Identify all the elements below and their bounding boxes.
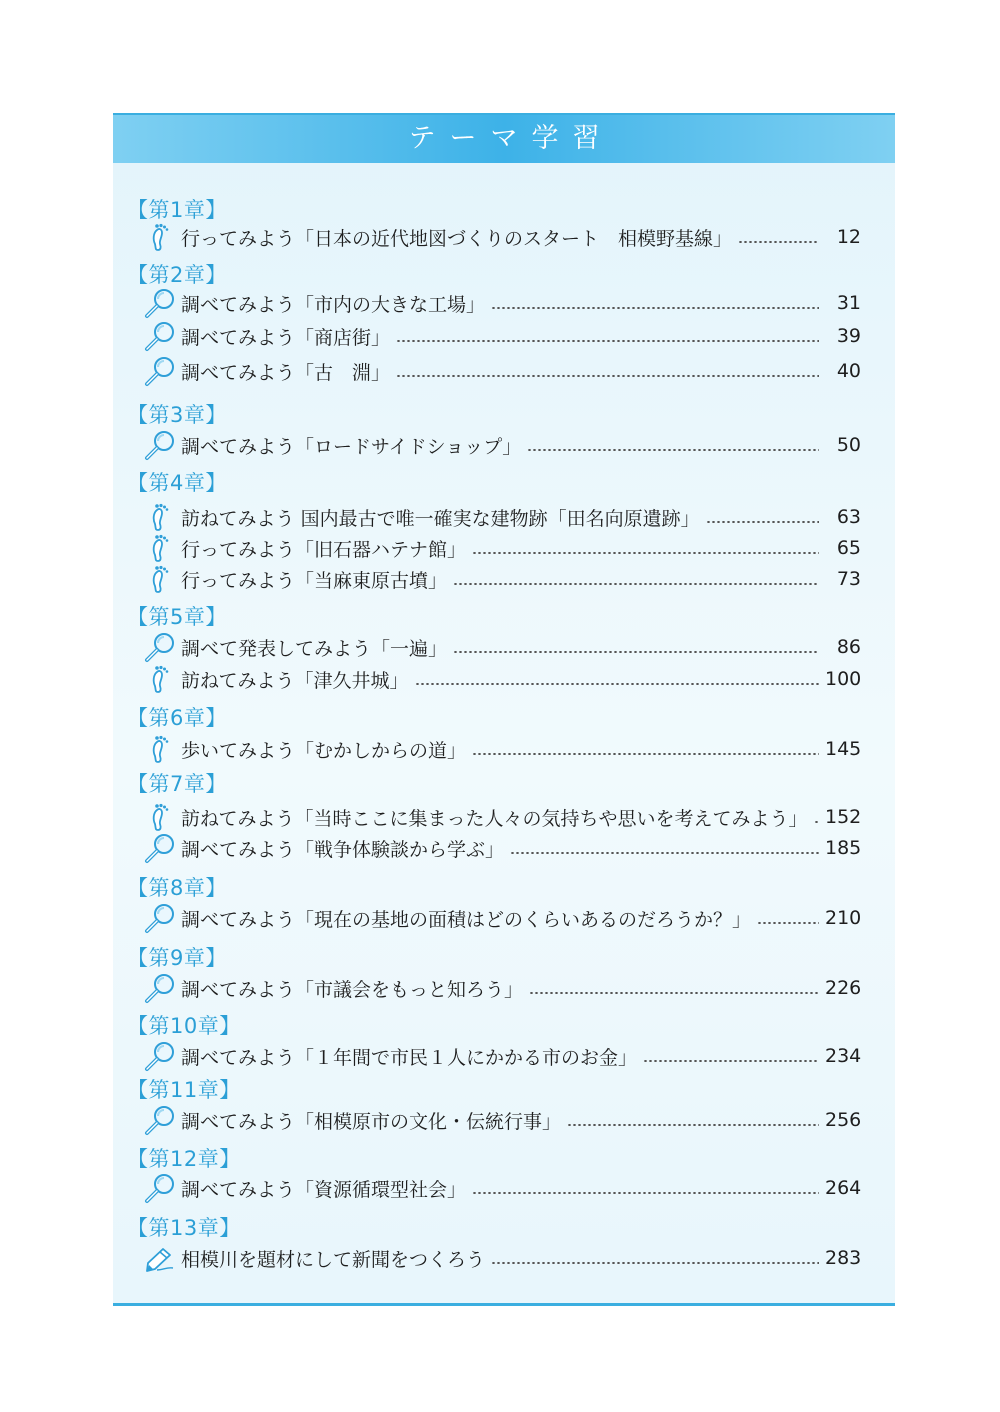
dot-leader: [706, 521, 819, 523]
magnifier-icon: [141, 1172, 179, 1204]
toc-entry-title: 調べてみよう「１年間で市民１人にかかる市のお金」: [181, 1046, 638, 1069]
dot-leader: [738, 241, 819, 243]
toc-entry-title: 調べてみよう「市議会をもっと知ろう」: [181, 978, 524, 1001]
toc-entry-title: 訪ねてみよう「当時ここに集まった人々の気持ちや思いを考えてみよう」: [181, 807, 808, 830]
toc-entry[interactable]: [141, 221, 861, 253]
toc-entry-title: 行ってみよう「日本の近代地図づくりのスタート 相模野基線」: [181, 227, 733, 250]
chapter-heading: 【第4章】: [127, 471, 227, 495]
toc-entry-title: 調べてみよう「古 淵」: [181, 361, 391, 384]
dot-leader: [472, 552, 819, 554]
toc-entry[interactable]: [141, 320, 861, 352]
chapter-heading: 【第3章】: [127, 403, 227, 427]
toc-entry[interactable]: [141, 733, 861, 765]
toc-entry[interactable]: [141, 1104, 861, 1136]
toc-entry-page: 65: [836, 537, 861, 559]
magnifier-icon: [141, 972, 179, 1004]
toc-entry[interactable]: [141, 972, 861, 1004]
toc-entry-title: 調べてみよう「ロードサイドショップ」: [181, 435, 522, 458]
toc-entry-page: 210: [825, 907, 862, 929]
toc-entry-title: 調べてみよう「現在の基地の面積はどのくらいあるのだろうか？」: [181, 908, 752, 931]
dot-leader: [757, 922, 819, 924]
toc-entry[interactable]: [141, 663, 861, 695]
footprint-icon: [141, 801, 179, 833]
chapter-heading: 【第13章】: [127, 1216, 241, 1240]
footprint-icon: [141, 663, 179, 695]
dot-leader: [529, 992, 819, 994]
dot-leader: [415, 683, 819, 685]
toc-entry-page: 283: [825, 1247, 862, 1269]
magnifier-icon: [141, 1104, 179, 1136]
toc-entry-title: 調べて発表してみよう「一遍」: [181, 637, 448, 660]
dot-leader: [491, 307, 819, 309]
chapter-heading: 【第12章】: [127, 1147, 241, 1171]
toc-entry[interactable]: [141, 287, 861, 319]
toc-entry-page: 63: [836, 506, 861, 528]
magnifier-icon: [141, 631, 179, 663]
chapter-heading: 【第11章】: [127, 1078, 241, 1102]
chapter-heading: 【第6章】: [127, 706, 227, 730]
toc-entry-page: 50: [836, 434, 861, 456]
toc-entry-title: 歩いてみよう「むかしからの道」: [181, 739, 467, 762]
toc-entry-title: 調べてみよう「市内の大きな工場」: [181, 293, 486, 316]
toc-entry-page: 39: [836, 325, 861, 347]
pencil-icon: [141, 1242, 179, 1274]
toc-entry-page: 226: [825, 977, 862, 999]
toc-entry-page: 100: [825, 668, 862, 690]
footprint-icon: [141, 532, 179, 564]
magnifier-icon: [141, 287, 179, 319]
toc-entry-page: 256: [825, 1109, 862, 1131]
chapter-heading: 【第5章】: [127, 605, 227, 629]
toc-entry[interactable]: [141, 429, 861, 461]
chapter-heading: 【第9章】: [127, 946, 227, 970]
magnifier-icon: [141, 320, 179, 352]
chapter-heading: 【第2章】: [127, 263, 227, 287]
dot-leader: [567, 1124, 819, 1126]
toc-entry-title: 調べてみよう「商店街」: [181, 326, 391, 349]
toc-entry[interactable]: [141, 563, 861, 595]
toc-entry[interactable]: [141, 801, 861, 833]
footprint-icon: [141, 733, 179, 765]
toc-entry-title: 調べてみよう「相模原市の文化・伝統行事」: [181, 1110, 562, 1133]
panel-title: テーマ学習: [113, 115, 895, 163]
toc-entry-page: 264: [825, 1177, 862, 1199]
dot-leader: [453, 583, 819, 585]
chapter-heading: 【第1章】: [127, 198, 227, 222]
toc-entry-title: 相模川を題材にして新聞をつくろう: [181, 1248, 486, 1271]
dot-leader: [643, 1060, 819, 1062]
footprint-icon: [141, 221, 179, 253]
toc-entry-page: 145: [825, 738, 862, 760]
toc-entry[interactable]: [141, 902, 861, 934]
chapter-heading: 【第8章】: [127, 876, 227, 900]
toc-entry[interactable]: [141, 501, 861, 533]
chapter-heading: 【第10章】: [127, 1014, 241, 1038]
theme-study-panel: [113, 113, 895, 1306]
magnifier-icon: [141, 1040, 179, 1072]
dot-leader: [527, 449, 819, 451]
toc-entry[interactable]: [141, 832, 861, 864]
toc-entry-page: 234: [825, 1045, 862, 1067]
toc-entry-page: 185: [825, 837, 862, 859]
toc-entry-page: 86: [836, 636, 861, 658]
toc-entry-page: 12: [836, 226, 861, 248]
footprint-icon: [141, 501, 179, 533]
toc-entry-title: 行ってみよう「旧石器ハテナ館」: [181, 538, 467, 561]
toc-entry-title: 行ってみよう「当麻東原古墳」: [181, 569, 448, 592]
toc-entry-title: 調べてみよう「資源循環型社会」: [181, 1178, 467, 1201]
toc-entry[interactable]: [141, 355, 861, 387]
dot-leader: [472, 753, 819, 755]
dot-leader: [453, 651, 819, 653]
magnifier-icon: [141, 902, 179, 934]
toc-entry[interactable]: [141, 1172, 861, 1204]
magnifier-icon: [141, 832, 179, 864]
dot-leader: [814, 821, 819, 823]
toc-entry-title: 調べてみよう「戦争体験談から学ぶ」: [181, 838, 505, 861]
toc-entry-page: 40: [836, 360, 861, 382]
toc-entry-title: 訪ねてみよう「津久井城」: [181, 669, 409, 692]
dot-leader: [396, 375, 819, 377]
toc-entry-page: 31: [836, 292, 861, 314]
dot-leader: [491, 1262, 819, 1264]
magnifier-icon: [141, 429, 179, 461]
toc-entry-page: 152: [825, 806, 862, 828]
footprint-icon: [141, 563, 179, 595]
toc-entry[interactable]: [141, 1040, 861, 1072]
toc-entry-page: 73: [836, 568, 861, 590]
chapter-heading: 【第7章】: [127, 772, 227, 796]
toc-entry[interactable]: [141, 631, 861, 663]
dot-leader: [472, 1192, 819, 1194]
dot-leader: [510, 852, 819, 854]
toc-entry-title: 訪ねてみよう 国内最古で唯一確実な建物跡「田名向原遺跡」: [181, 507, 700, 530]
magnifier-icon: [141, 355, 179, 387]
toc-entry[interactable]: [141, 532, 861, 564]
toc-entry[interactable]: [141, 1242, 861, 1274]
dot-leader: [396, 340, 819, 342]
